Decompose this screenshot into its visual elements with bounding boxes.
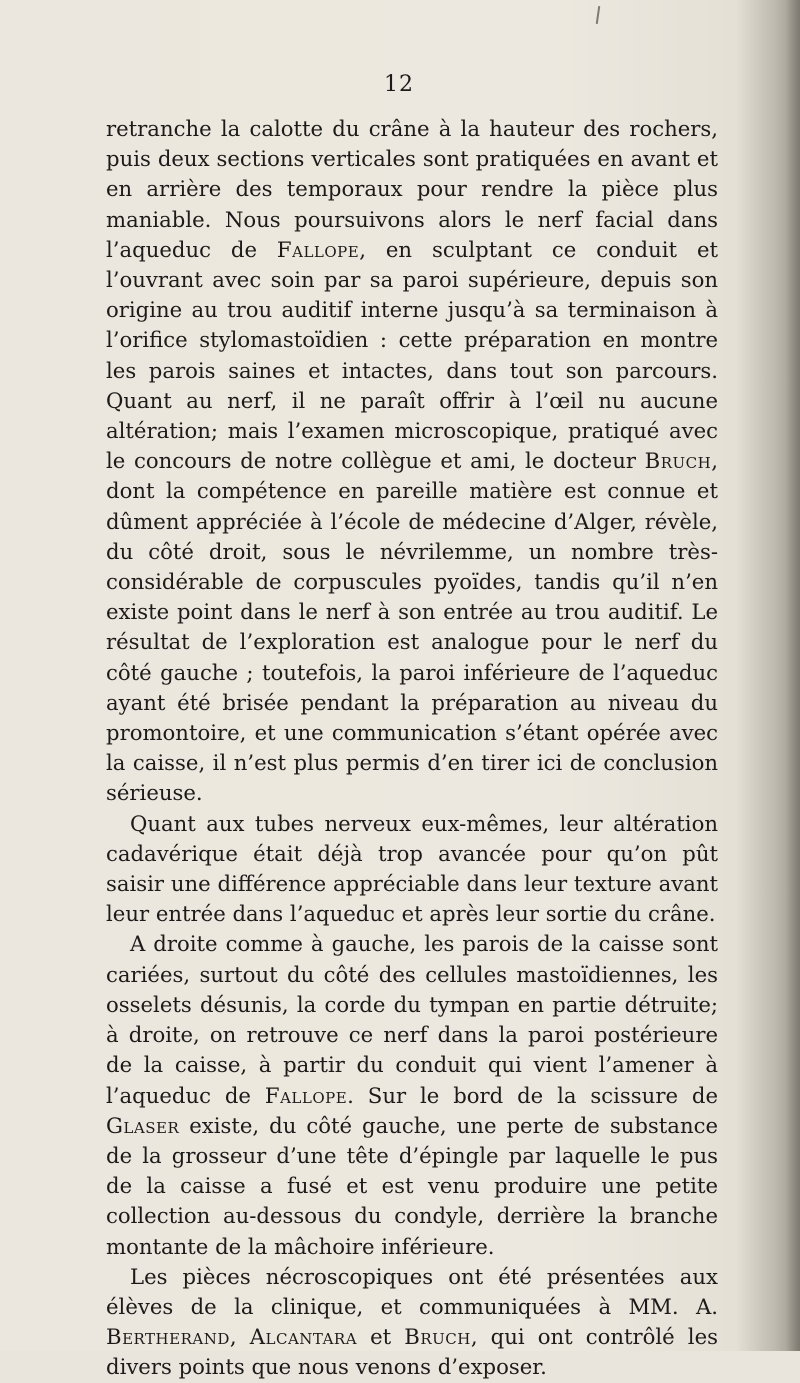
proper-name: Bertherand xyxy=(106,1324,230,1350)
text-run: Les pièces nécroscopiques ont été présentées aux élèves de la clinique, et communiquées à MM. A. xyxy=(106,1263,718,1319)
text-run: Quant aux tubes nerveux eux-mêmes, leur altération cadavérique était déjà trop avancée pour qu’on pût saisir une différence appréciable dans leur texture avant leur entrée dans l’aqueduc et après leur sortie du crâne. xyxy=(106,810,718,927)
text-run: retranche la calotte du crâne à la hauteur des rochers, puis deux sections verticales sont pratiquées en avant et en arrière des temporaux pour rendre la pièce plus maniable. Nous poursuivons alors le nerf facial dans l’aqueduc de xyxy=(106,116,718,262)
text-run: , en sculptant ce conduit et l’ouvrant avec soin par sa paroi supérieure, depuis son origine au trou auditif interne jusqu’à sa terminaison à l’orifice stylomastoïdien : cette préparation en montre les parois saines et intactes, dans tout son parcours. Quant au nerf, il ne paraît offrir à l’œil nu aucune altération; mais l’examen microscopique, pratiqué avec le concours de notre collègue et ami, le docteur xyxy=(106,236,718,474)
paragraph xyxy=(106,1262,718,1383)
proper-name: Fallope xyxy=(264,1082,348,1108)
text-run: . Sur le bord de la scissure de xyxy=(347,1082,718,1108)
text-run: existe, du côté gauche, une perte de substance de la grosseur d’une tête d’épingle par laquelle le pus de la caisse a fusé et est venu produire une petite collection au-dessous du condyle, derrière la branche montante de la mâchoire inférieure. xyxy=(106,1112,718,1259)
ink-mark-top xyxy=(596,6,600,24)
paragraph xyxy=(106,114,718,809)
proper-name: Alcantara xyxy=(249,1324,358,1350)
proper-name: Bruch xyxy=(644,448,712,474)
text-run: A droite comme à gauche, les parois de la caisse sont cariées, surtout du côté des cellules mastoïdiennes, les osselets désunis, la corde du tympan en partie détruite; à droite, on retrouve ce nerf dans la paroi postérieure de la caisse, à partir du conduit qui vient l’amener à l’aqueduc de xyxy=(106,931,718,1108)
proper-name: Bruch xyxy=(404,1324,471,1350)
text-run: , xyxy=(229,1324,250,1350)
text-run: , qui ont contrôlé les divers points que nous venons d’exposer. xyxy=(106,1324,718,1380)
proper-name: Fallope xyxy=(276,236,360,262)
page-edge-shadow xyxy=(786,0,800,1351)
page-number: 12 xyxy=(384,72,414,97)
body-text xyxy=(106,114,718,1383)
paragraph xyxy=(106,809,718,930)
text-run: , dont la compétence en pareille matière est connue et dûment appréciée à l’école de médecine d’Alger, révèle, du côté droit, sous le névrilemme, un nombre très-considérable de corpuscules pyoïdes, tandis qu’il n’en existe point dans le nerf à son entrée au trou auditif. Le résultat de l’exploration est analogue pour le nerf du côté gauche ; toutefois, la paroi inférieure de l’aqueduc ayant été brisée pendant la préparation au niveau du promontoire, et une communication s’étant opérée avec la caisse, il n’est plus permis d’en tirer ici de conclusion sérieuse. xyxy=(106,448,718,806)
text-run: et xyxy=(357,1324,405,1350)
paragraph xyxy=(106,929,718,1261)
proper-name: Glaser xyxy=(106,1112,180,1138)
